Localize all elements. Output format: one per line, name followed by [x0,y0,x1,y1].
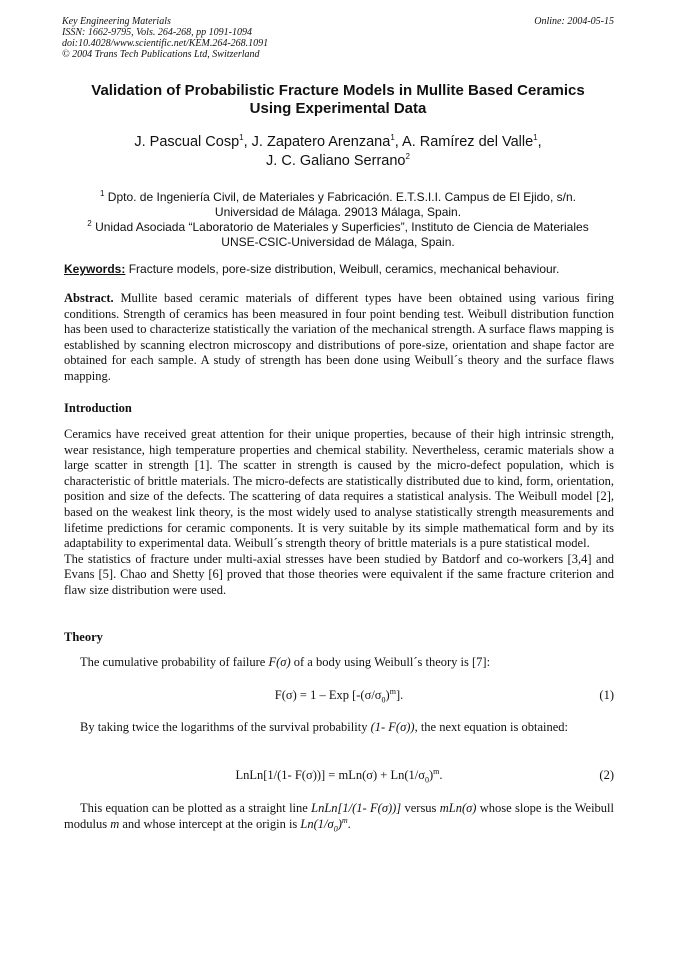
author-name: J. Zapatero Arenzana [251,134,391,150]
formula-part: ) [385,688,390,702]
text-run: whose slope is the Weibull modulus [64,801,614,831]
formula-part: LnLn[1/(1- F(σ))] = mLn(σ) + Ln(1/σ [235,768,425,782]
affiliation-text: Dpto. de Ingeniería Civil, de Materiales y Fabricación. E.T.S.I.I. Campus de El Ejido, s/n. [107,190,576,204]
journal-header [62,16,268,60]
affiliation-mark: 1 [239,133,244,143]
author-name: J. Pascual Cosp [134,134,240,150]
title-line-1: Validation of Probabilistic Fracture Models in Mullite Based Ceramics [91,82,585,99]
text-run: of a body using Weibull´s theory is [7]: [290,655,491,669]
introduction-heading: Introduction [64,401,132,415]
author-name: J. C. Galiano Serrano [266,153,406,169]
equation-2-formula [64,768,614,783]
authors-line-1: J. Pascual Cosp$^1$, J. Zapatero Arenzana$^1$, A. Ramírez del Valle$^1$, [134,133,542,150]
text-run: By taking twice the logarithms of the survival probability [80,720,371,734]
formula-part: F(σ) = 1 – Exp [-(σ/σ [274,688,382,702]
formula-part: . [439,768,443,782]
title-line-2: Using Experimental Data [249,100,427,117]
journal-name: Key Engineering Materials [62,16,171,27]
formula-subscript: 0 [381,695,386,705]
issn-line: ISSN: 1662-9795, Vols. 264-268, pp 1091-1094 [62,27,252,38]
text-run: , the next equation is obtained: [414,720,569,734]
abstract [64,291,614,385]
affiliations [62,190,614,250]
math-part: ) [337,816,342,831]
theory-heading: Theory [64,630,103,644]
formula-subscript: 0 [424,775,429,785]
text-run: This equation can be plotted as a straight line [80,801,312,815]
paper-title [62,82,614,118]
math-part: Ln(1/σ [300,816,334,831]
keywords-text: Fracture models, pore-size distribution, Weibull, ceramics, mechanical behaviour. [128,262,560,276]
formula-part: ) [428,768,434,782]
authors-line-2 [62,152,614,171]
text-run: The cumulative probability of failure [80,655,269,669]
formula-part: ]. [395,688,404,702]
math-subscript: 0 [333,824,338,834]
affiliation-mark: 1 [99,189,105,198]
affiliation-1-line-1 [62,190,614,205]
equation-1-number: (1) [599,688,614,702]
theory-paragraph-1 [64,655,614,671]
author-name: A. Ramírez del Valle [402,134,534,150]
introduction-paragraph-2: The statistics of fracture under multi-axial stresses have been studied by Batdorf and co-workers [3,4] and Evans [5]. Chao and Shetty [6] proved that those theories were equivalent if the same fracture criterion and flaw size distribution were used. [64,551,614,597]
math-term: m [110,816,120,831]
keywords [64,262,614,277]
math-term: mLn(σ) [439,801,477,815]
affiliation-2-line-1 [62,220,614,235]
math-term: F(σ) [268,655,291,669]
math-term: (1- F(σ)) [370,720,415,734]
text-run: . [347,816,351,831]
math-term [300,815,348,834]
copyright-line: © 2004 Trans Tech Publications Ltd, Switzerland [62,49,260,60]
author-list [62,133,614,171]
affiliation-mark: 1 [533,133,538,143]
text-run: versus [401,801,440,815]
doi-line: doi:10.4028/www.scientific.net/KEM.264-268.1091 [62,38,269,49]
equation-1-formula [64,688,614,703]
abstract-label: Abstract. [64,291,114,305]
math-term: LnLn[1/(1- F(σ))] [311,801,402,815]
abstract-text: Mullite based ceramic materials of different types have been obtained using various firing conditions. Strength of ceramics has been measured in four point bending test. Weibull distribution function has been used to characterize statistically the variation of the mechanical strength. A surface flaws mapping is established by scanning electron microscopy and distributions of pore-size, orientation and shape factor are obtained for each sample. A study of strength has been done using Weibull´s theory and the surface flaws mapping. [64,291,615,383]
text-run: and whose intercept at the origin is [119,816,301,831]
equation-2-number: (2) [599,768,614,782]
affiliation-text: Unidad Asociada “Laboratorio de Materiales y Superficies”, Instituto de Ciencia de Materiales [95,220,589,234]
introduction-body [64,427,614,599]
affiliation-mark: 2 [87,219,92,228]
affiliation-2-line-2: UNSE-CSIC-Universidad de Málaga, Spain. [221,235,455,249]
introduction-paragraph-1: Ceramics have received great attention for their unique properties, because of their high intrinsic strength, wear resistance, high temperature properties and chemical stability. Nevertheless, ceramic materials show a large scatter in strength [1]. The scatter in strength is caused by the micro-defect population, which is characteristic of brittle materials. The micro-defects are statistically distributed due to kind, form, orientation, position and size of the defects. The scattering of data requires a statistical analysis. The Weibull model [2], based on the weakest link theory, is the most widely used to analyse statistically strength measurements and lifetime predictions for ceramic components. It is very suitable by its simple mathematical form and by its adaptability to experimental data. Weibull´s strength theory of brittle materials is a pure statistical model. [64,427,614,551]
formula-superscript: m [389,686,396,696]
math-superscript: m [341,815,348,825]
theory-paragraph-2 [64,720,614,736]
theory-paragraph-3 [64,801,614,832]
affiliation-1-line-2: Universidad de Málaga. 29013 Málaga, Spain. [214,205,462,219]
affiliation-mark: 2 [405,152,410,162]
affiliation-mark: 1 [390,133,395,143]
online-date: Online: 2004-05-15 [534,16,614,27]
formula-superscript: m [433,766,440,776]
keywords-label: Keywords: [64,262,126,276]
